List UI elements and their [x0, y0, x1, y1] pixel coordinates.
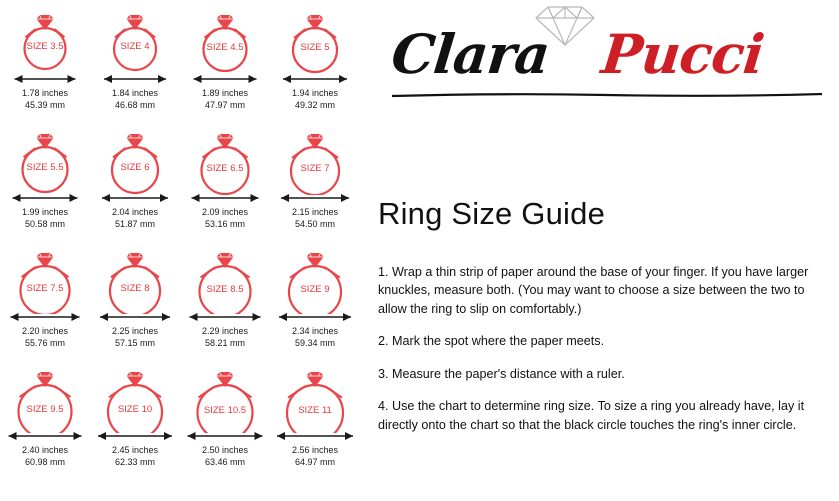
- measurement-inches: 2.29 inches: [201, 326, 249, 336]
- ring-size-cell: [180, 242, 270, 361]
- measurement-arrow-icon: [180, 72, 270, 84]
- ring-illustration: [270, 361, 360, 431]
- measurement-mm: 62.33 mm: [114, 456, 156, 467]
- measurement-arrow-icon: [90, 310, 180, 322]
- ring-size-label: SIZE 6: [120, 162, 150, 173]
- measurement-inches: 1.89 inches: [201, 88, 249, 98]
- ring-measurement: [0, 445, 90, 468]
- ring-illustration: [270, 242, 360, 312]
- measurement-arrow-icon: [90, 72, 180, 84]
- ring-illustration: [0, 123, 90, 193]
- measurement-arrow-icon: [0, 72, 90, 84]
- measurement-inches: 2.45 inches: [111, 445, 159, 455]
- measurement-arrow-icon: [270, 191, 360, 203]
- ring-size-cell: [0, 4, 90, 123]
- ring-illustration: [270, 123, 360, 193]
- measurement-inches: 2.04 inches: [111, 207, 159, 217]
- measurement-inches: 1.78 inches: [21, 88, 69, 98]
- measurement-arrow-icon: [0, 429, 90, 441]
- measurement-inches: 2.40 inches: [21, 445, 69, 455]
- ring-size-label: SIZE 5.5: [26, 161, 64, 173]
- ring-measurement: [90, 88, 180, 111]
- ring-measurement: [0, 326, 90, 349]
- right-panel: [368, 0, 839, 501]
- ring-size-label: SIZE 4.5: [206, 41, 244, 53]
- ring-measurement: [0, 88, 90, 111]
- ring-illustration: [180, 4, 270, 74]
- ring-size-label: SIZE 10: [117, 404, 153, 415]
- measurement-inches: 1.84 inches: [111, 88, 159, 98]
- logo-underline: [392, 86, 822, 89]
- ring-size-cell: [0, 123, 90, 242]
- measurement-mm: 51.87 mm: [114, 218, 156, 229]
- measurement-mm: 47.97 mm: [204, 99, 246, 110]
- ring-illustration: [0, 242, 90, 312]
- measurement-mm: 55.76 mm: [24, 337, 66, 348]
- ring-illustration: [180, 123, 270, 193]
- ring-size-label: SIZE 9: [300, 284, 330, 295]
- measurement-arrow-icon: [270, 310, 360, 322]
- ring-size-cell: [270, 4, 360, 123]
- ring-illustration: [270, 4, 360, 74]
- page-title: Ring Size Guide: [378, 196, 606, 231]
- ring-measurement: [180, 207, 270, 230]
- ring-size-cell: [270, 242, 360, 361]
- ring-measurement: [180, 445, 270, 468]
- measurement-inches: 2.56 inches: [291, 445, 339, 455]
- ring-illustration: [0, 4, 90, 74]
- measurement-arrow-icon: [180, 429, 270, 441]
- ring-measurement: [180, 88, 270, 111]
- ring-size-label: SIZE 5: [300, 42, 330, 53]
- ring-illustration: [90, 242, 180, 312]
- measurement-arrow-icon: [270, 429, 360, 441]
- ring-size-label: SIZE 10.5: [203, 404, 247, 416]
- ring-size-cell: [90, 242, 180, 361]
- ring-size-label: SIZE 6.5: [206, 162, 244, 174]
- measurement-arrow-icon: [90, 191, 180, 203]
- brand-logo: [374, 2, 834, 102]
- measurement-mm: 54.50 mm: [294, 218, 336, 229]
- ring-illustration: [90, 361, 180, 431]
- measurement-mm: 53.16 mm: [204, 218, 246, 229]
- measurement-arrow-icon: [180, 191, 270, 203]
- instructions-list: [378, 250, 830, 448]
- ring-measurement: [270, 445, 360, 468]
- measurement-arrow-icon: [90, 429, 180, 441]
- ring-size-label: SIZE 4: [120, 41, 150, 52]
- ring-size-label: SIZE 7: [300, 163, 330, 174]
- measurement-mm: 46.68 mm: [114, 99, 156, 110]
- measurement-inches: 2.25 inches: [111, 326, 159, 336]
- measurement-arrow-icon: [180, 310, 270, 322]
- ring-measurement: [90, 326, 180, 349]
- measurement-inches: 2.15 inches: [291, 207, 339, 217]
- instruction-step: 1. Wrap a thin strip of paper around the base of your finger. If you have larger knuckles, measure both. (You may want to choose a size between the two to allow the ring to slip on comfortably.): [378, 264, 809, 316]
- ring-illustration: [180, 361, 270, 431]
- ring-size-cell: [0, 361, 90, 480]
- ring-size-cell: [180, 123, 270, 242]
- measurement-mm: 60.98 mm: [24, 456, 66, 467]
- ring-size-label: SIZE 8: [120, 283, 150, 294]
- ring-size-label: SIZE 7.5: [26, 282, 64, 294]
- measurement-mm: 45.39 mm: [24, 99, 66, 110]
- ring-measurement: [270, 207, 360, 230]
- measurement-inches: 1.99 inches: [21, 207, 69, 217]
- ring-measurement: [270, 326, 360, 349]
- ring-size-cell: [180, 361, 270, 480]
- measurement-arrow-icon: [0, 191, 90, 203]
- brand-name-second: Pucci: [598, 22, 767, 86]
- ring-size-label: SIZE 8.5: [206, 283, 244, 295]
- ring-measurement: [90, 445, 180, 468]
- ring-size-cell: [0, 242, 90, 361]
- measurement-arrow-icon: [0, 310, 90, 322]
- ring-illustration: [90, 123, 180, 193]
- measurement-mm: 63.46 mm: [204, 456, 246, 467]
- ring-size-cell: [90, 123, 180, 242]
- measurement-mm: 64.97 mm: [294, 456, 336, 467]
- brand-name-first: Clara: [388, 22, 553, 86]
- measurement-inches: 2.34 inches: [291, 326, 339, 336]
- measurement-mm: 49.32 mm: [294, 99, 336, 110]
- instruction-step: 4. Use the chart to determine ring size. To size a ring you already have, lay it directly onto the chart so that the black circle touches the ring's inner circle.: [378, 399, 805, 432]
- measurement-mm: 57.15 mm: [114, 337, 156, 348]
- measurement-mm: 50.58 mm: [24, 218, 66, 229]
- measurement-inches: 1.94 inches: [291, 88, 339, 98]
- measurement-mm: 59.34 mm: [294, 337, 336, 348]
- measurement-inches: 2.09 inches: [201, 207, 249, 217]
- measurement-mm: 58.21 mm: [204, 337, 246, 348]
- ring-measurement: [0, 207, 90, 230]
- ring-size-cell: [90, 361, 180, 480]
- ring-size-cell: [270, 123, 360, 242]
- ring-illustration: [0, 361, 90, 431]
- instruction-step: 3. Measure the paper's distance with a ruler.: [378, 366, 625, 381]
- ring-illustration: [180, 242, 270, 312]
- ring-size-cell: [180, 4, 270, 123]
- ring-size-label: SIZE 9.5: [26, 403, 64, 415]
- measurement-inches: 2.20 inches: [21, 326, 69, 336]
- ring-size-cell: [90, 4, 180, 123]
- ring-measurement: [270, 88, 360, 111]
- instruction-step: 2. Mark the spot where the paper meets.: [378, 334, 605, 349]
- ring-size-chart: [0, 0, 360, 501]
- ring-measurement: [180, 326, 270, 349]
- ring-measurement: [90, 207, 180, 230]
- ring-illustration: [90, 4, 180, 74]
- measurement-inches: 2.50 inches: [201, 445, 249, 455]
- measurement-arrow-icon: [270, 72, 360, 84]
- ring-size-label: SIZE 11: [298, 405, 332, 416]
- ring-size-label: SIZE 3.5: [26, 40, 64, 52]
- ring-size-cell: [270, 361, 360, 480]
